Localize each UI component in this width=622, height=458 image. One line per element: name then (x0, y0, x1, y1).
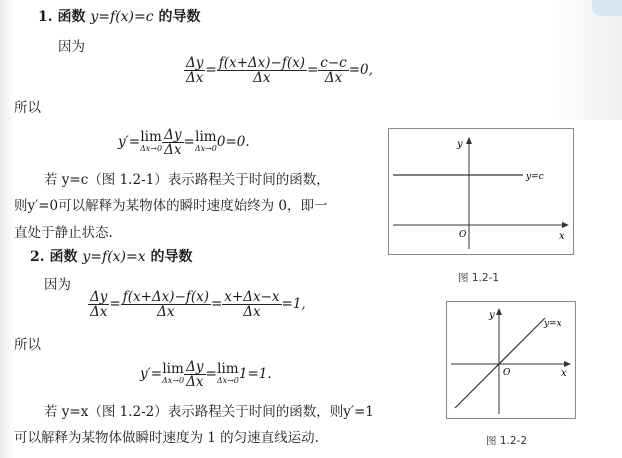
section1-equation2: y′= lim Δx→0 $\frac{\Delta y}{\Delta x}$ = lim Δx→0 0=0. (118, 127, 250, 158)
figure2-line (455, 318, 545, 408)
figure2-line-label: y=x (544, 319, 562, 329)
section2-so: 所以 (14, 337, 41, 353)
figure2-graph (447, 302, 575, 418)
section2-because: 因为 (44, 277, 71, 293)
frac-den: Δx (157, 304, 175, 320)
limit (216, 360, 239, 387)
figure2-origin: O (503, 368, 511, 378)
eq-fraction (217, 56, 307, 85)
section1-heading (38, 6, 200, 26)
section2-heading-pre: 函数 (49, 249, 78, 265)
section1-so: 所以 (14, 100, 41, 116)
lim-word: lim (162, 360, 184, 377)
section2-heading (30, 246, 193, 266)
lim-sub: Δx→0 (216, 375, 239, 385)
lim-word: lim (217, 360, 239, 377)
page-corner-shadow (552, 0, 622, 120)
figure2-x-arrow (564, 361, 571, 367)
eq-fraction (88, 290, 109, 319)
frac-num: Δy (186, 55, 204, 71)
figure2-y-arrow (496, 308, 502, 315)
section2-heading-post: 的导数 (150, 249, 193, 265)
section2-heading-num: 2. (30, 249, 45, 265)
frac-num: f(x+Δx)−f(x) (122, 289, 209, 305)
eq-fraction (184, 56, 205, 85)
lim-sub: Δx→0 (162, 375, 185, 385)
figure1-box (388, 128, 574, 255)
eq-fraction (121, 290, 211, 319)
section1-para-line1: 若 y=c（图 1.2-1）表示路程关于时间的函数， (44, 172, 330, 188)
figure2-y-label: y (489, 310, 495, 321)
frac-num: c−c (320, 55, 347, 71)
eq-fraction (162, 128, 183, 157)
eq-tail: =1, (281, 296, 306, 312)
figure1-line-label: y=c (526, 172, 544, 182)
corner-tab (592, 0, 622, 16)
frac-den: Δx (253, 70, 271, 86)
lim-word: lim (140, 128, 162, 145)
frac-den: Δx (324, 70, 343, 86)
section1-heading-num: 1. (38, 9, 53, 25)
eq-result: 1=1. (238, 366, 272, 382)
frac-den: Δx (186, 70, 204, 86)
section2-heading-math: y=f(x)=x (82, 249, 146, 265)
figure1-y-label: y (457, 139, 463, 150)
frac-num: Δy (186, 359, 204, 375)
figure1-graph (389, 129, 573, 254)
eq-fraction (184, 360, 205, 389)
section2-equation2: y′= lim Δx→0 $\frac{\Delta y}{\Delta x}$ = lim Δx→0 1=1. (140, 359, 272, 390)
figure1-x-arrow (562, 222, 569, 228)
frac-num: f(x+Δx)−f(x) (218, 55, 305, 71)
figure2-box (446, 301, 576, 419)
frac-den: Δx (164, 142, 182, 158)
section2-equation1: $\frac{\Delta y}{\Delta x}$ = $\frac{f(x+\Delta x)-f(x)}{\Delta x}$ = $\frac{x+\Delta x-x}{\Delta x}$ =1, (90, 289, 306, 320)
lim-sub: Δx→0 (140, 143, 163, 153)
page-edge-shadow (0, 0, 14, 458)
eq-fraction (318, 56, 348, 85)
eq-lhs: y′= (140, 366, 163, 382)
eq-lhs: y′= (118, 134, 141, 150)
figure2-caption: 图 1.2-2 (486, 435, 528, 447)
section2-para-line2: 可以解释为某物体做瞬时速度为 1 的匀速直线运动. (14, 430, 319, 446)
figure1-x-label: x (559, 231, 565, 242)
section1-para-line3: 直处于静止状态. (14, 225, 113, 241)
section1-para-line2: 则y′=0可以解释为某物体的瞬时速度始终为 0，即一 (14, 198, 328, 214)
eq-fraction (222, 290, 281, 319)
section2-para-line1: 若 y=x（图 1.2-2）表示路程关于时间的函数，则y′=1 (44, 404, 374, 420)
limit (162, 360, 185, 387)
frac-num: Δy (90, 289, 108, 305)
eq-tail: =0, (348, 62, 373, 78)
limit (194, 128, 217, 155)
lim-word: lim (195, 128, 217, 145)
figure1-origin: O (459, 230, 467, 240)
section1-equation1: $\frac{\Delta y}{\Delta x}$ = $\frac{f(x+\Delta x)-f(x)}{\Delta x}$ = $\frac{c-c}{\Delta x}$ =0, (186, 55, 373, 86)
figure1-y-arrow (466, 137, 472, 144)
frac-num: Δy (164, 127, 182, 143)
frac-den: Δx (186, 374, 204, 390)
eq-result: 0=0. (216, 134, 250, 150)
frac-num: x+Δx−x (224, 289, 280, 305)
frac-den: Δx (243, 304, 261, 320)
limit (140, 128, 163, 155)
lim-sub: Δx→0 (194, 143, 217, 153)
section1-heading-post: 的导数 (158, 9, 201, 25)
section1-heading-pre: 函数 (57, 9, 86, 25)
figure2-x-label: x (561, 368, 567, 379)
section1-because: 因为 (58, 39, 85, 55)
frac-den: Δx (90, 304, 108, 320)
figure1-caption: 图 1.2-1 (458, 272, 500, 284)
section1-heading-math: y=f(x)=c (90, 9, 154, 25)
